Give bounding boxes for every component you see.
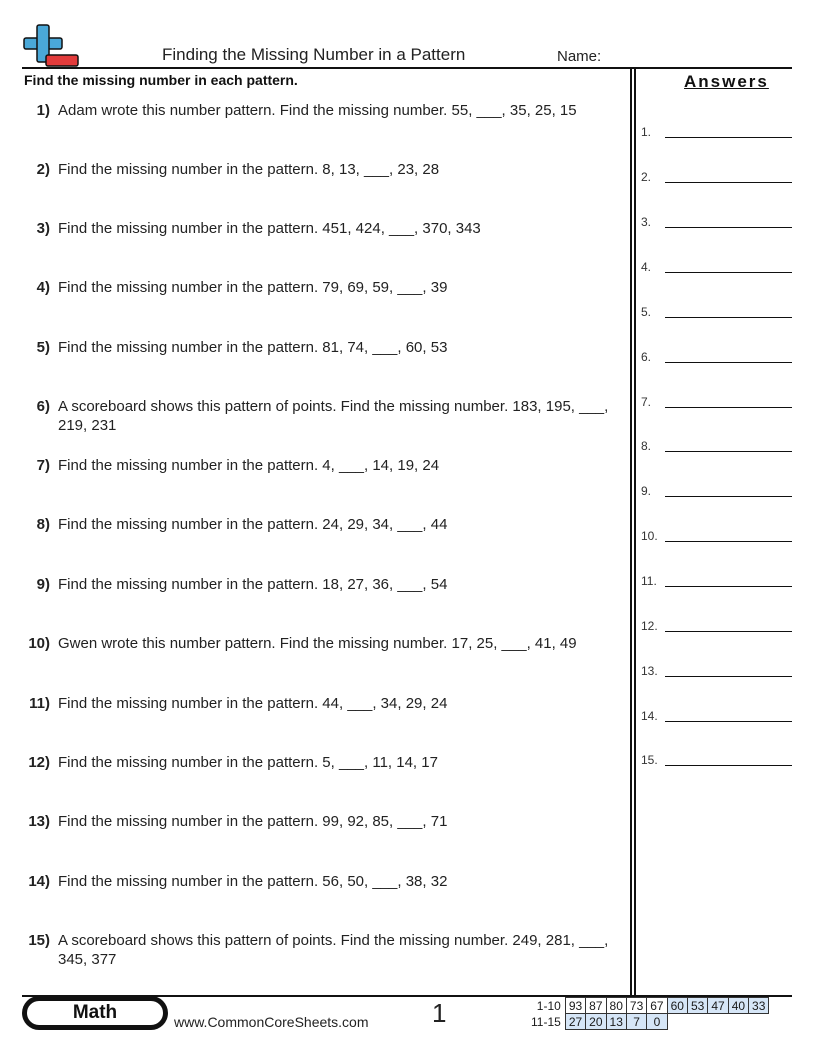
question-text: A scoreboard shows this pattern of points. Find the missing number. 249, 281, ___, 345, 377 <box>58 932 609 968</box>
answer-number: 4. <box>641 260 652 274</box>
answer-blank[interactable] <box>665 407 792 408</box>
answer-row[interactable] <box>641 215 793 233</box>
question-number: 15) <box>28 932 50 949</box>
header-divider <box>22 67 792 69</box>
answer-number: 13. <box>641 664 658 678</box>
name-label: Name: <box>557 48 602 65</box>
answer-blank[interactable] <box>665 227 792 228</box>
question-text: Find the missing number in the pattern. 18, 27, 36, ___, 54 <box>58 576 448 593</box>
answer-blank[interactable] <box>665 137 792 138</box>
answer-row[interactable] <box>641 664 793 682</box>
plus-minus-logo-icon <box>22 24 80 68</box>
question-number: 4) <box>36 279 50 296</box>
question-number: 5) <box>36 339 50 356</box>
question-text: Gwen wrote this number pattern. Find the missing number. 17, 25, ___, 41, 49 <box>58 635 577 652</box>
answer-number: 9. <box>641 484 652 498</box>
answers-heading: Answers <box>684 72 769 91</box>
score-cell: 67 <box>647 998 667 1014</box>
answer-blank[interactable] <box>665 496 792 497</box>
score-cell: 73 <box>626 998 646 1014</box>
answer-number: 1. <box>641 125 652 139</box>
score-cell: 60 <box>667 998 687 1014</box>
question-text: Find the missing number in the pattern. 81, 74, ___, 60, 53 <box>58 339 448 356</box>
question-number: 11) <box>29 695 50 712</box>
question-text: Find the missing number in the pattern. 24, 29, 34, ___, 44 <box>58 516 448 533</box>
question-number: 10) <box>28 635 50 652</box>
answer-row[interactable] <box>641 439 793 457</box>
question-text: Find the missing number in the pattern. 451, 424, ___, 370, 343 <box>58 220 481 237</box>
question-text: Find the missing number in the pattern. 56, 50, ___, 38, 32 <box>58 873 448 890</box>
answer-row[interactable] <box>641 753 793 771</box>
answer-row[interactable] <box>641 529 793 547</box>
site-url[interactable]: www.CommonCoreSheets.com <box>174 1014 369 1030</box>
question-text: Find the missing number in the pattern. 99, 92, 85, ___, 71 <box>58 813 448 830</box>
answer-row[interactable] <box>641 619 793 637</box>
score-cell: 40 <box>728 998 748 1014</box>
answer-blank[interactable] <box>665 676 792 677</box>
question-text: Adam wrote this number pattern. Find the missing number. 55, ___, 35, 25, 15 <box>58 102 577 119</box>
answer-blank[interactable] <box>665 541 792 542</box>
score-cell: 33 <box>749 998 769 1014</box>
answer-row[interactable] <box>641 125 793 143</box>
score-cell: 53 <box>687 998 707 1014</box>
answer-blank[interactable] <box>665 362 792 363</box>
answer-blank[interactable] <box>665 721 792 722</box>
score-key-row <box>528 998 769 1014</box>
column-divider <box>630 68 632 995</box>
answer-blank[interactable] <box>665 631 792 632</box>
answer-number: 7. <box>641 395 652 409</box>
score-cell: 87 <box>586 998 606 1014</box>
answer-row[interactable] <box>641 260 793 278</box>
answer-number: 11. <box>641 574 657 588</box>
question-number: 12) <box>28 754 50 771</box>
question-number: 14) <box>28 873 50 890</box>
score-range-label: 11-15 <box>531 1014 561 1029</box>
worksheet-title: Finding the Missing Number in a Pattern <box>162 45 466 64</box>
answer-blank[interactable] <box>665 272 792 273</box>
question-text: Find the missing number in the pattern. 79, 69, 59, ___, 39 <box>58 279 448 296</box>
question-number: 13) <box>28 813 50 830</box>
question-text: A scoreboard shows this pattern of points. Find the missing number. 183, 195, ___, 219, 231 <box>58 398 609 434</box>
answer-row[interactable] <box>641 305 793 323</box>
score-cell: 93 <box>565 998 585 1014</box>
answer-number: 3. <box>641 215 652 229</box>
answer-row[interactable] <box>641 350 793 368</box>
subject-badge: Math <box>24 998 166 1028</box>
answer-row[interactable] <box>641 709 793 727</box>
question-text: Find the missing number in the pattern. 4, ___, 14, 19, 24 <box>58 457 440 474</box>
question-number: 6) <box>36 398 50 415</box>
answer-number: 2. <box>641 170 652 184</box>
answer-blank[interactable] <box>665 586 792 587</box>
score-cell: 13 <box>606 1014 626 1030</box>
answer-number: 14. <box>641 709 658 723</box>
answer-blank[interactable] <box>665 317 792 318</box>
answer-row[interactable] <box>641 170 793 188</box>
answer-number: 5. <box>641 305 652 319</box>
question-text: Find the missing number in the pattern. 44, ___, 34, 29, 24 <box>58 695 448 712</box>
question-number: 3) <box>36 220 50 237</box>
answer-row[interactable] <box>641 574 793 592</box>
score-cell: 0 <box>647 1014 667 1030</box>
answer-blank[interactable] <box>665 451 792 452</box>
page-number: 1 <box>432 998 447 1028</box>
question-text: Find the missing number in the pattern. 8, 13, ___, 23, 28 <box>58 161 440 178</box>
answer-number: 10. <box>641 529 658 543</box>
score-cell: 80 <box>606 998 626 1014</box>
answer-number: 15. <box>641 753 658 767</box>
score-cell: 27 <box>565 1014 585 1030</box>
answer-row[interactable] <box>641 395 793 413</box>
column-divider <box>634 68 636 995</box>
answer-row[interactable] <box>641 484 793 502</box>
question-number: 1) <box>36 102 50 119</box>
question-number: 7) <box>36 457 50 474</box>
score-key-row <box>528 1014 769 1030</box>
answer-number: 8. <box>641 439 652 453</box>
score-cell: 47 <box>708 998 728 1014</box>
score-key-table <box>528 997 769 1030</box>
instructions: Find the missing number in each pattern. <box>24 72 298 88</box>
answer-blank[interactable] <box>665 182 792 183</box>
question-text: Find the missing number in the pattern. 5, ___, 11, 14, 17 <box>58 754 438 771</box>
question-number: 8) <box>36 516 50 533</box>
question-number: 9) <box>36 576 50 593</box>
answer-number: 12. <box>641 619 658 633</box>
answer-blank[interactable] <box>665 765 792 766</box>
question-number: 2) <box>36 161 50 178</box>
score-cell: 20 <box>586 1014 606 1030</box>
score-range-label: 1-10 <box>536 998 561 1013</box>
answer-number: 6. <box>641 350 652 364</box>
score-cell: 7 <box>626 1014 646 1030</box>
